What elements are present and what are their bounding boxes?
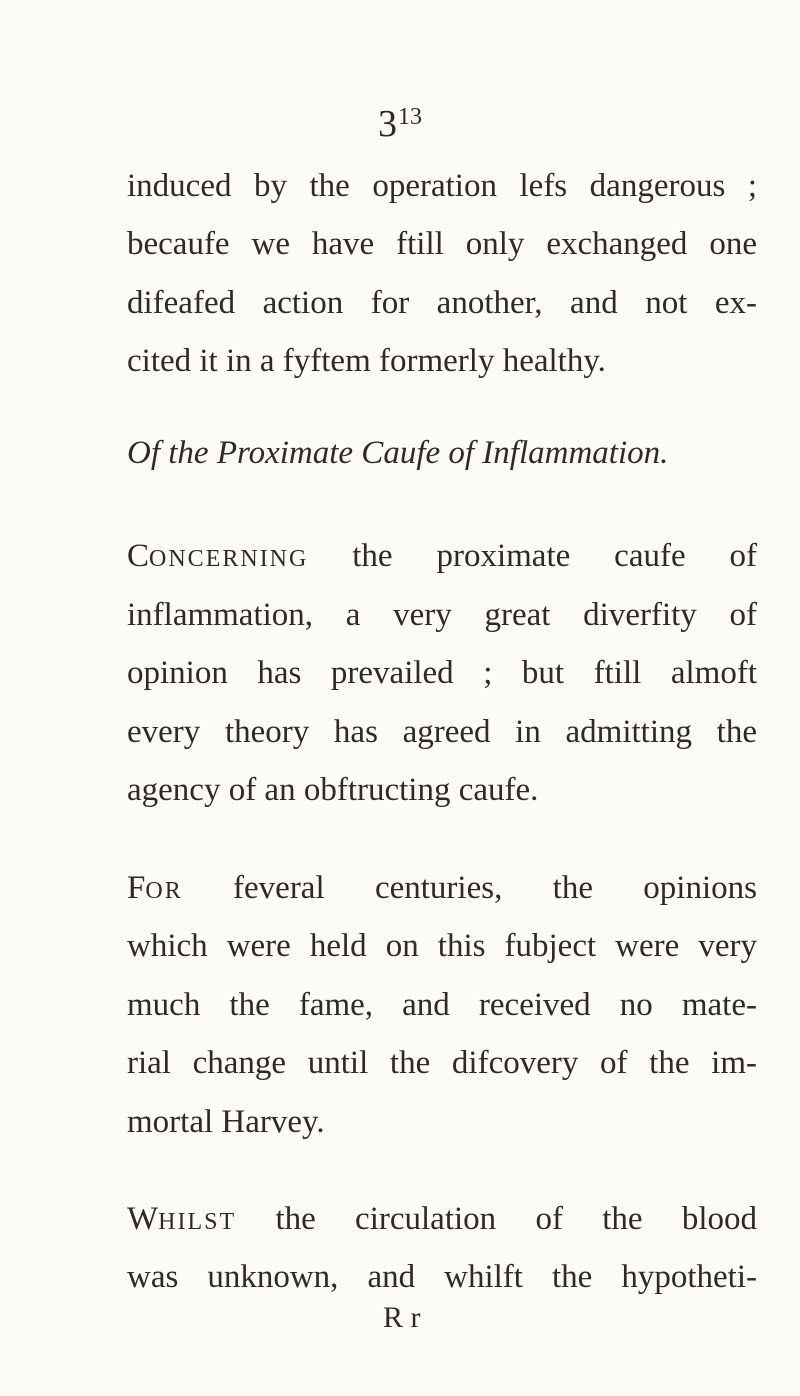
page-number-superscript: 13: [398, 104, 422, 130]
text-line: which were held on this fubject were very: [127, 928, 757, 964]
paragraph-first-line: [127, 536, 757, 579]
text-line: mortal Harvey.: [127, 1104, 325, 1140]
section-heading: Of the Proximate Caufe of Inflammation.: [127, 435, 669, 471]
text-line: was unknown, and whilft the hypotheti-: [127, 1259, 757, 1295]
first-line-rest: feveral centuries, the opinions: [182, 870, 757, 906]
paragraph-first-line: [127, 1199, 757, 1242]
text-line: cited it in a fyftem formerly healthy.: [127, 343, 606, 379]
small-caps-initial: W: [127, 1201, 159, 1237]
text-line: becaufe we have ftill only exchanged one: [127, 226, 757, 262]
text-line: much the fame, and received no mate-: [127, 987, 757, 1023]
first-line-rest: the circulation of the blood: [236, 1201, 757, 1237]
text-line: difeafed action for another, and not ex-: [127, 285, 757, 321]
page-number: [0, 94, 800, 147]
small-caps-initial: F: [127, 870, 146, 906]
small-caps-word: HILST: [158, 1209, 237, 1235]
text-line: rial change until the difcovery of the im-: [127, 1045, 757, 1081]
text-line: induced by the operation lefs dangerous ;: [127, 168, 757, 204]
text-line: opinion has prevailed ; but ftill almoft: [127, 655, 757, 691]
first-line-rest: the proximate caufe of: [308, 538, 757, 574]
paragraph-first-line: [127, 868, 757, 911]
text-line: inflammation, a very great diverfity of: [127, 597, 757, 633]
page-number-main: 3: [378, 103, 398, 145]
text-line: every theory has agreed in admitting the: [127, 714, 757, 750]
small-caps-word: OR: [145, 878, 183, 904]
signature-mark: R r: [383, 1301, 421, 1334]
small-caps-initial: C: [127, 538, 150, 574]
text-line: agency of an obftructing caufe.: [127, 772, 539, 808]
small-caps-word: ONCERNING: [149, 546, 309, 572]
